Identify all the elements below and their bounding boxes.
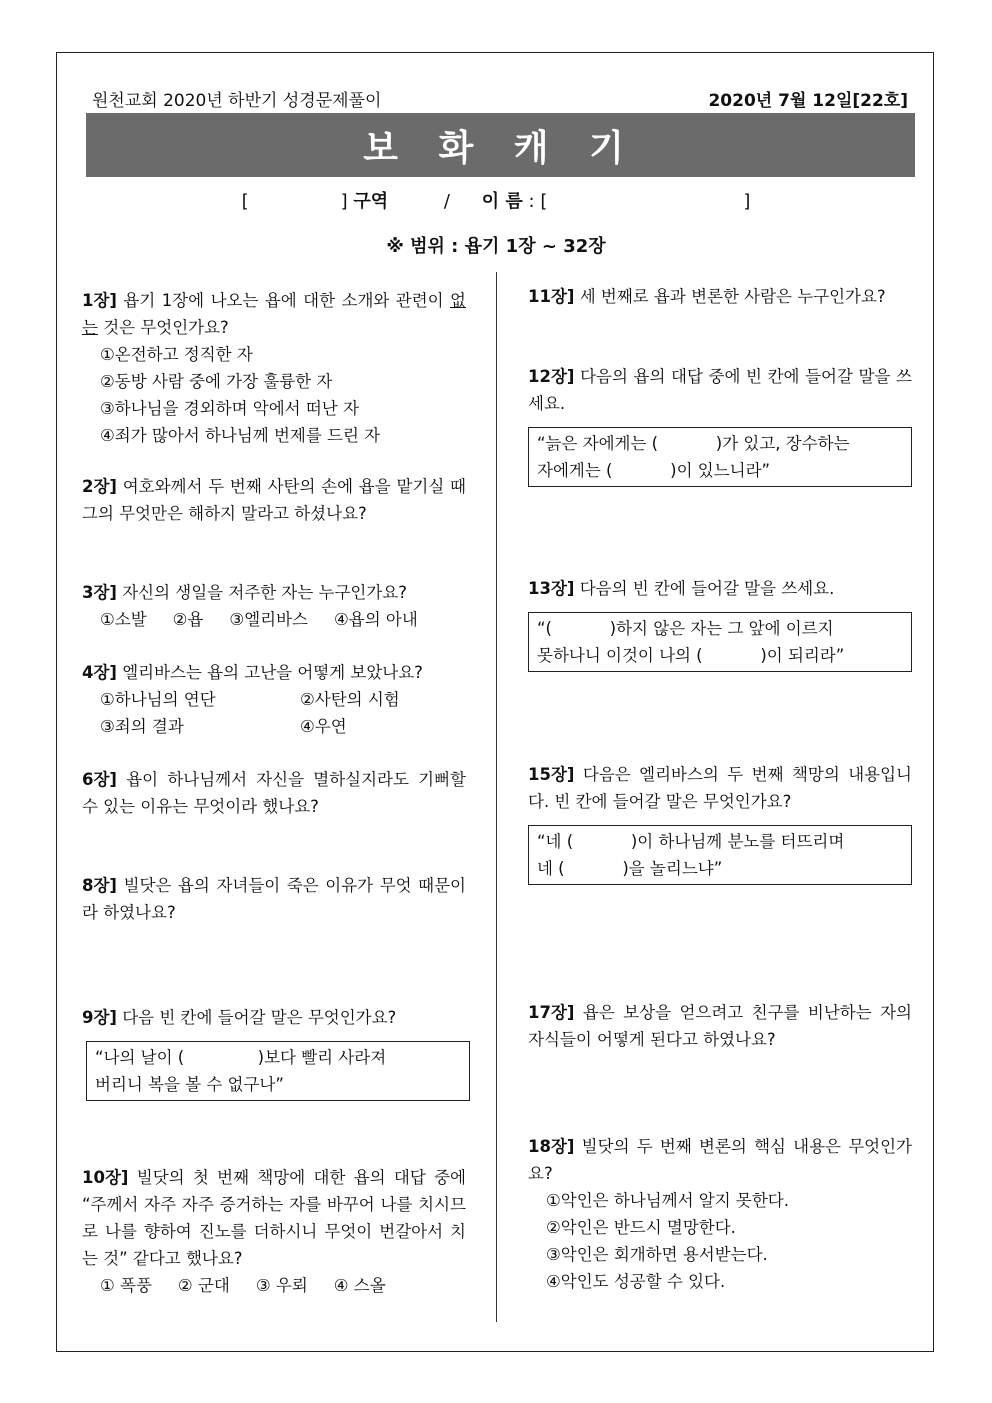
option-4: ④우연 <box>300 717 347 736</box>
option-1: ①악인은 하나님께서 알지 못한다. <box>546 1191 789 1210</box>
option-3: ③ 우뢰 <box>255 1276 308 1295</box>
range-line: ※ 범위 : 욥기 1장 ~ 32장 <box>386 236 606 257</box>
question-10: 10장] 빌닷의 첫 번째 책망에 대한 욥의 대답 중에 “주께서 자주 자주 증거하는 자를 바꾸어 나를 치시므로 나를 향하여 진노를 더하시니 무엇이 번갈아서 치는 것” 같다고 했나요? ① 폭풍 ② 군대 ③ 우뢰 ④ 스올 <box>82 1164 466 1299</box>
page-title: 보 화 캐 기 <box>363 127 638 169</box>
option-4: ④욥의 아내 <box>333 610 418 629</box>
option-4: ④ 스올 <box>333 1276 386 1295</box>
option-3: ③엘리바스 <box>229 610 308 629</box>
header-date: 2020년 7월 12일[22호] <box>708 91 908 111</box>
option-1: ① 폭풍 <box>100 1276 152 1295</box>
option-3: ③죄의 결과 <box>100 717 184 736</box>
option-2: ②욥 <box>172 610 204 629</box>
fill-in-box: “나의 날이 ( )보다 빨리 사라져 버리니 복을 볼 수 없구나” <box>86 1041 470 1101</box>
question-4: 4장] 엘리바스는 욥의 고난을 어떻게 보았나요? ①하나님의 연단 ②사탄의 시험 ③죄의 결과 ④우연 <box>82 659 466 740</box>
fill-in-box: “( )하지 않은 자는 그 앞에 이르지 못하나니 이것이 나의 ( )이 되리라” <box>528 612 912 672</box>
option-4: ④죄가 많아서 하나님께 번제를 드린 자 <box>100 426 381 445</box>
name-label: 이 름 <box>481 191 523 212</box>
district-label: 구역 <box>353 191 389 212</box>
underline-emphasis: 없는 <box>82 291 466 337</box>
option-4: ④악인도 성공할 수 있다. <box>546 1272 726 1291</box>
option-3: ③하나님을 경외하며 악에서 떠난 자 <box>100 399 359 418</box>
option-1: ①온전하고 정직한 자 <box>100 345 253 364</box>
question-12: 12장] 다음의 욥의 대답 중에 빈 칸에 들어갈 말을 쓰세요. “늙은 자에게는 ( )가 있고, 장수하는 자에게는 ( )이 있느니라” <box>528 363 912 487</box>
title-banner <box>86 113 915 177</box>
option-2: ②사탄의 시험 <box>300 690 400 709</box>
question-2: 2장] 여호와께서 두 번째 사탄의 손에 욥을 맡기실 때 그의 무엇만은 해하지 말라고 하셨나요? <box>82 477 466 523</box>
question-3: 3장] 자신의 생일을 저주한 자는 누구인가요? ①소발 ②욥 ③엘리바스 ④욥의 아내 <box>82 579 466 633</box>
option-1: ①하나님의 연단 <box>100 690 216 709</box>
question-8: 8장] 빌닷은 욥의 자녀들이 죽은 이유가 무엇 때문이라 하였나요? <box>82 876 466 922</box>
question-11: 11장] 세 번째로 욥과 변론한 사람은 누구인가요? <box>528 287 886 306</box>
option-3: ③악인은 회개하면 용서받는다. <box>546 1245 768 1264</box>
question-6: 6장] 욥이 하나님께서 자신을 멸하실지라도 기뻐할 수 있는 이유는 무엇이라 했나요? <box>82 770 466 816</box>
question-17: 17장] 욥은 보상을 얻으려고 친구를 비난하는 자의 자식들이 어떻게 된다고 하였나요? <box>528 1003 912 1049</box>
fill-in-box: “네 ( )이 하나님께 분노를 터뜨리며 네 ( )을 놀리느냐” <box>528 825 912 885</box>
id-line: [ ] 구역 / 이 름 : [ ] <box>241 191 751 212</box>
question-15: 15장] 다음은 엘리바스의 두 번째 책망의 내용입니다. 빈 칸에 들어갈 말은 무엇인가요? “네 ( )이 하나님께 분노를 터뜨리며 네 ( )을 놀리느냐” <box>528 761 912 885</box>
option-2: ②동방 사람 중에 가장 훌륭한 자 <box>100 372 333 391</box>
header-title: 원천교회 2020년 하반기 성경문제풀이 <box>92 91 382 111</box>
option-2: ② 군대 <box>177 1276 230 1295</box>
fill-in-box: “늙은 자에게는 ( )가 있고, 장수하는 자에게는 ( )이 있느니라” <box>528 427 912 487</box>
option-1: ①소발 <box>100 610 147 629</box>
question-1: 1장] 욥기 1장에 나오는 욥에 대한 소개와 관련이 없는 것은 무엇인가요? ①온전하고 정직한 자 ②동방 사람 중에 가장 훌륭한 자 ③하나님을 경외하며 악에서 떠난 자 ④죄가 많아서 하나님께 번제를 드린 자 <box>82 287 466 449</box>
question-9: 9장] 다음 빈 칸에 들어갈 말은 무엇인가요? “나의 날이 ( )보다 빨리 사라져 버리니 복을 볼 수 없구나” <box>82 1004 466 1101</box>
question-13: 13장] 다음의 빈 칸에 들어갈 말을 쓰세요. “( )하지 않은 자는 그 앞에 이르지 못하나니 이것이 나의 ( )이 되리라” <box>528 575 912 672</box>
question-18: 18장] 빌닷의 두 번째 변론의 핵심 내용은 무엇인가요? ①악인은 하나님께서 알지 못한다. ②악인은 반드시 멸망한다. ③악인은 회개하면 용서받는다. ④악인도 성공할 수 있다. <box>528 1133 912 1295</box>
option-2: ②악인은 반드시 멸망한다. <box>546 1218 736 1237</box>
column-divider <box>496 272 497 1322</box>
